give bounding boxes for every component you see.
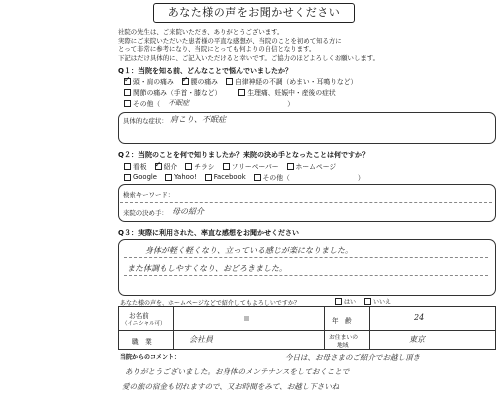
q1-option-back[interactable]: ✓ 腰の痛み <box>182 76 218 86</box>
checkbox[interactable] <box>185 163 192 170</box>
job-value: 会社員 <box>189 335 213 344</box>
consent-options <box>335 297 391 306</box>
reason-handwriting: 母の紹介 <box>172 207 204 216</box>
q1-option-menstrual[interactable]: 生理痛、妊娠中・産後の症状 <box>238 87 335 97</box>
intro-line: 社院の先生は、ご来院いただき、ありがとうございます。 <box>118 28 284 36</box>
divider <box>120 202 492 203</box>
consent-yes[interactable]: はい <box>335 297 356 306</box>
intro-line: 下記はだけ具体的に、ご記入いただけると幸いです。ご協力のほどよろしくお願いします。 <box>118 54 379 63</box>
age-value: 24 <box>414 313 425 322</box>
comment-line1: 今日は、お母さまのご紹介でお越し頂き <box>285 353 420 362</box>
symptom-label: 具体的な症状： <box>123 117 168 125</box>
info-table <box>118 306 496 350</box>
writing-line <box>124 257 488 258</box>
checkbox[interactable] <box>124 163 131 170</box>
area-label: お住まいの <box>329 335 358 341</box>
q1-other-handwriting: 不眠症 <box>168 99 190 107</box>
divider <box>324 307 325 349</box>
q2-options-row2: Google Yahoo! Facebook その他（ ） <box>124 172 365 182</box>
checkbox[interactable] <box>155 163 162 170</box>
q1-option-other[interactable]: その他（ <box>124 98 160 108</box>
q1-option-joint[interactable]: 関節の痛み（手首・膝など） <box>124 87 221 97</box>
redacted-name <box>244 316 249 321</box>
checkbox[interactable] <box>182 78 189 85</box>
checkbox[interactable] <box>124 100 131 107</box>
checkbox[interactable] <box>226 78 233 85</box>
q2-option-referral[interactable]: ✓ 紹介 <box>155 161 178 171</box>
impression-line2: また体調もしやすくなり、おどろきました。 <box>127 264 287 273</box>
intro-line: とって非常に参考になり、当院にとっても何よりの自信となります。 <box>118 45 316 54</box>
q1-options-row2 <box>124 87 336 97</box>
checkbox[interactable] <box>238 89 245 96</box>
job-label: 職 業 <box>132 338 152 346</box>
q2-option-signboard[interactable]: 看板 <box>124 161 147 171</box>
divider <box>119 330 495 331</box>
intro-line: 実際にご来院いただいた患者様の平直な感想が、当院のことを初めて知る方に <box>118 36 342 45</box>
age-label: 年 齢 <box>332 317 352 325</box>
q2-option-homepage[interactable]: ホームページ <box>287 161 337 171</box>
consent-no[interactable]: いいえ <box>364 297 391 306</box>
q1-option-autonomic[interactable]: 自律神経の不調（めまい・耳鳴りなど） <box>226 76 357 86</box>
q2-option-yahoo[interactable]: Yahoo! <box>165 173 197 181</box>
q2-options-row1 <box>124 161 336 171</box>
checkbox[interactable] <box>124 174 131 181</box>
q2-option-google[interactable]: Google <box>124 173 157 181</box>
q2-option-facebook[interactable]: Facebook <box>205 173 246 181</box>
comment-line3: 愛の旅の宿金も切れますので、又お時間をみて、お越し下さいね <box>122 382 340 391</box>
name-sublabel: （イニシャル可） <box>122 321 166 327</box>
q3-title: Q３：実際に利用された、率直な感想をお聞かせください <box>118 229 299 237</box>
checkbox[interactable] <box>124 78 131 85</box>
area-sublabel: 地域 <box>337 343 349 349</box>
symptom-handwriting: 肩こり、不眠症 <box>170 115 226 124</box>
area-value: 東京 <box>409 335 425 344</box>
q2-option-flyer[interactable]: チラシ <box>185 161 214 171</box>
writing-line <box>124 275 488 276</box>
checkbox[interactable] <box>287 163 294 170</box>
q1-title: Q１：当院を知る前、どんなことで悩んでいましたか？ <box>118 67 292 75</box>
comment-line2: ありがとうございました。お身体のメンテナンスをしておくことで <box>125 367 350 376</box>
consent-question: あなた様の声を、ホームページなどで紹介してもよろしいですか？ <box>120 300 300 307</box>
reason-label: 来院の決め手： <box>123 209 168 217</box>
checkbox[interactable] <box>335 298 342 305</box>
q2-option-freepaper[interactable]: フリーペーパー <box>223 161 279 171</box>
divider <box>369 307 370 349</box>
q1-other-row: その他（ 不眠症 ） <box>124 98 294 108</box>
checkbox[interactable] <box>124 89 131 96</box>
name-label: お名前 <box>129 312 149 320</box>
checkbox[interactable] <box>364 298 371 305</box>
q1-option-head-shoulder[interactable]: ✓ 頭・肩の痛み <box>124 76 174 86</box>
q1-options-row1 <box>124 76 357 86</box>
checkbox[interactable] <box>205 174 212 181</box>
checkbox[interactable] <box>223 163 230 170</box>
q2-option-other[interactable]: その他（ <box>254 172 290 182</box>
keyword-label: 検索キーワード： <box>123 191 175 199</box>
q2-title: Q２：当院のことを何で知りましたか？来院の決め手となったことは何ですか？ <box>118 151 369 159</box>
form-title: あなた様の声をお聞かせください <box>153 3 355 23</box>
impression-line1: 身体が軽く軽くなり、立っている感じが楽になりました。 <box>145 246 353 255</box>
intro-text <box>118 28 493 63</box>
checkbox[interactable] <box>254 174 261 181</box>
divider <box>173 307 174 349</box>
checkbox[interactable] <box>165 174 172 181</box>
comment-label: 当院からのコメント： <box>120 354 181 361</box>
